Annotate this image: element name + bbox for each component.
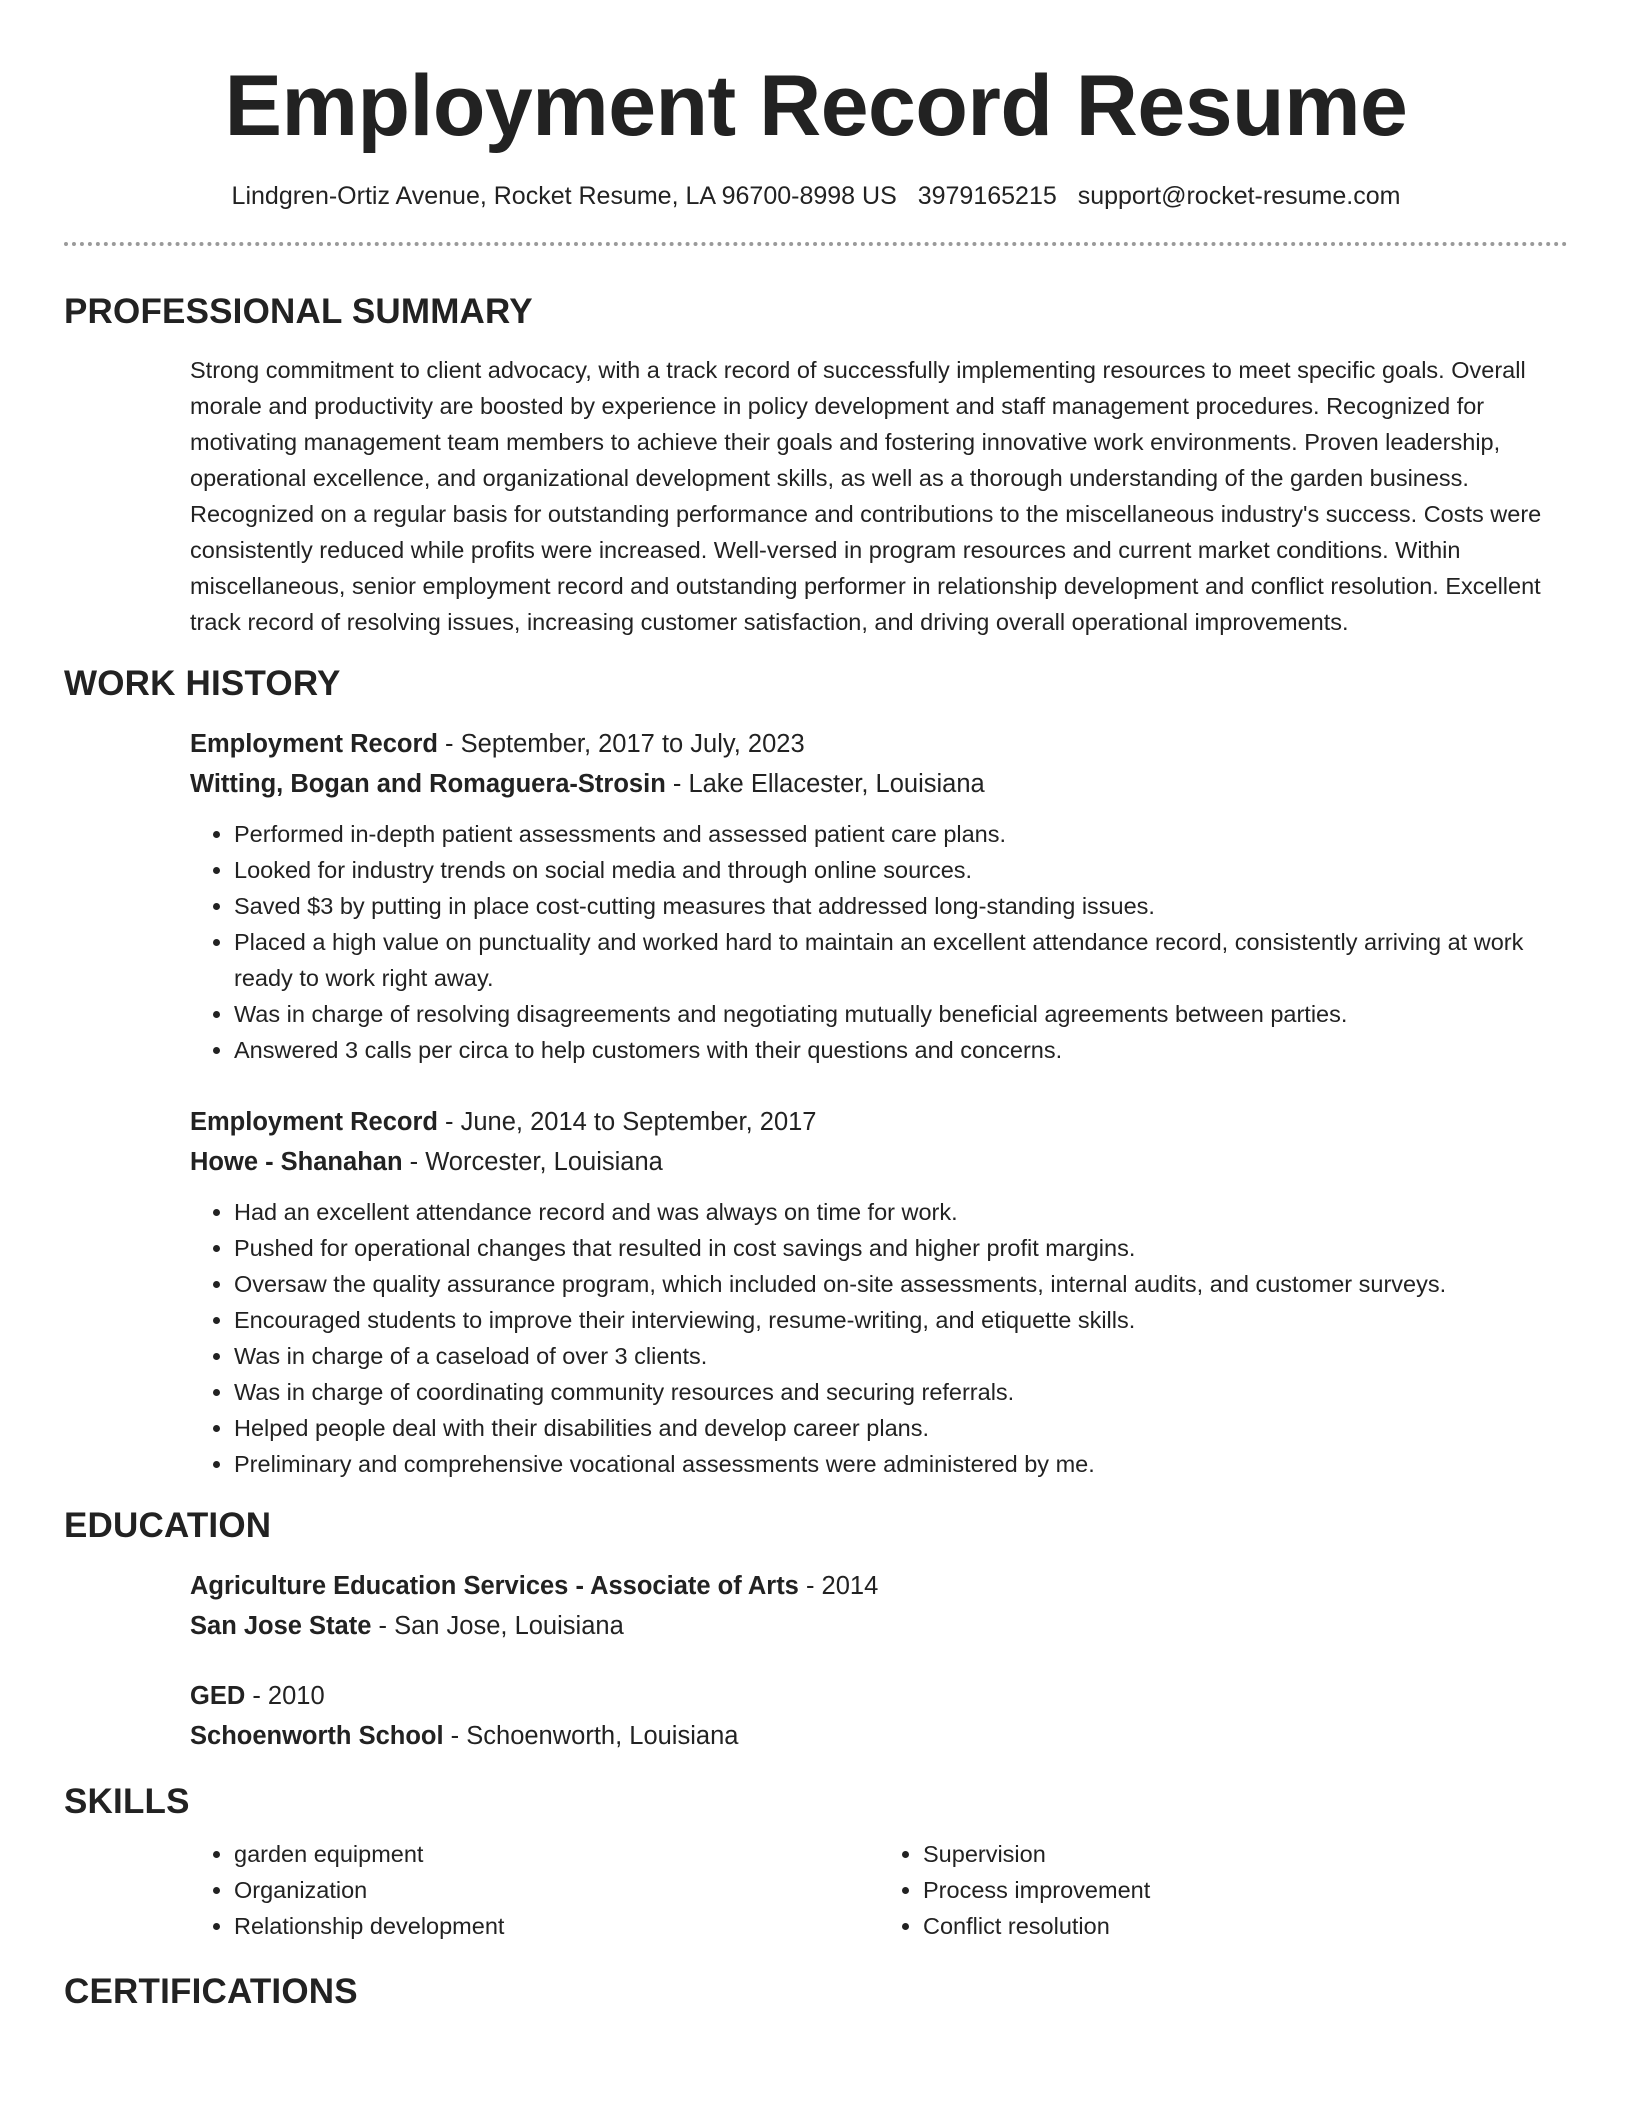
skill-item: • Relationship development	[234, 1908, 879, 1944]
summary-text: Strong commitment to client advocacy, with a track record of successfully implementing resources to meet specific goals. Overall morale and productivity are boosted by experience in policy development and staff management procedures. Recognized for motivating management team members to achieve their goals and fostering innovative work environments. Proven leadership, operational excellence, and organizational development skills, as well as a thorough understanding of the garden business. Recognized on a regular basis for outstanding performance and contributions to the miscellaneous industry's success. Costs were consistently reduced while profits were increased. Well-versed in program resources and current market conditions. Within miscellaneous, senior employment record and outstanding performer in relationship development and conflict resolution. Excellent track record of resolving issues, increasing customer satisfaction, and driving overall operational improvements.	[190, 357, 1542, 635]
summary-section	[64, 290, 1568, 640]
job-bullet: • Oversaw the quality assurance program, which included on-site assessments, internal audits, and customer surveys.	[234, 1266, 1568, 1302]
resume-header	[0, 0, 1632, 212]
summary-title: PROFESSIONAL SUMMARY	[64, 292, 533, 331]
education-location: - Schoenworth, Louisiana	[443, 1722, 739, 1750]
work-history-section	[64, 662, 1568, 1482]
education-school-line	[190, 1606, 1568, 1646]
education-location: - San Jose, Louisiana	[371, 1612, 624, 1640]
job-bullet: • Had an excellent attendance record and was always on time for work.	[234, 1194, 1568, 1230]
skill-item: • Organization	[234, 1872, 879, 1908]
job-bullets	[190, 816, 1568, 1068]
job-bullet: • Was in charge of a caseload of over 3 clients.	[234, 1338, 1568, 1374]
job-dates: - June, 2014 to September, 2017	[437, 1108, 817, 1136]
skills-right-column	[879, 1836, 1568, 1944]
job-bullet: • Pushed for operational changes that resulted in cost savings and higher profit margins.	[234, 1230, 1568, 1266]
job-location: - Lake Ellacester, Louisiana	[665, 770, 985, 798]
contact-address: Lindgren-Ortiz Avenue, Rocket Resume, LA 96700-8998 US	[231, 182, 897, 210]
job-position: Employment Record	[190, 1108, 438, 1136]
skills-body	[190, 1836, 1568, 1944]
education-degree: Agriculture Education Services - Associate of Arts	[190, 1572, 799, 1600]
education-degree: GED	[190, 1682, 246, 1710]
skill-item: • garden equipment	[234, 1836, 879, 1872]
job-bullets	[190, 1194, 1568, 1482]
job-entry	[190, 1102, 1568, 1482]
contact-phone: 3979165215	[917, 182, 1057, 210]
job-bullet: • Placed a high value on punctuality and worked hard to maintain an excellent attendance record, consistently arriving at work ready to work right away.	[234, 924, 1568, 996]
header-divider	[64, 242, 1568, 246]
skills-columns	[190, 1836, 1568, 1944]
education-school-line	[190, 1716, 1568, 1756]
summary-body	[190, 352, 1568, 640]
job-bullet: • Encouraged students to improve their interviewing, resume-writing, and etiquette skills.	[234, 1302, 1568, 1338]
work-history-body	[190, 724, 1568, 1482]
skills-title: SKILLS	[64, 1782, 190, 1821]
job-dates: - September, 2017 to July, 2023	[437, 730, 805, 758]
job-company-line	[190, 764, 1568, 804]
job-entry	[190, 724, 1568, 1068]
skill-item: • Supervision	[923, 1836, 1568, 1872]
job-bullet: • Saved $3 by putting in place cost-cutting measures that addressed long-standing issues.	[234, 888, 1568, 924]
education-school: Schoenworth School	[190, 1722, 444, 1750]
job-company: Howe - Shanahan	[190, 1148, 403, 1176]
job-title-line	[190, 1102, 1568, 1142]
job-bullet: • Was in charge of resolving disagreements and negotiating mutually beneficial agreements between parties.	[234, 996, 1568, 1032]
job-bullet: • Answered 3 calls per circa to help customers with their questions and concerns.	[234, 1032, 1568, 1068]
job-position: Employment Record	[190, 730, 438, 758]
skills-section	[64, 1780, 1568, 1944]
job-location: - Worcester, Louisiana	[402, 1148, 663, 1176]
education-body	[190, 1566, 1568, 1756]
education-title: EDUCATION	[64, 1506, 272, 1545]
job-title-line	[190, 724, 1568, 764]
job-bullet: • Preliminary and comprehensive vocational assessments were administered by me.	[234, 1446, 1568, 1482]
skill-item: • Process improvement	[923, 1872, 1568, 1908]
education-school: San Jose State	[190, 1612, 372, 1640]
skills-left-column	[190, 1836, 879, 1944]
job-bullet: • Was in charge of coordinating community resources and securing referrals.	[234, 1374, 1568, 1410]
contact-email: support@rocket-resume.com	[1077, 182, 1401, 210]
education-year: - 2010	[245, 1682, 325, 1710]
job-bullet: • Performed in-depth patient assessments and assessed patient care plans.	[234, 816, 1568, 852]
job-bullet: • Helped people deal with their disabilities and develop career plans.	[234, 1410, 1568, 1446]
job-company: Witting, Bogan and Romaguera-Strosin	[190, 770, 666, 798]
education-entry	[190, 1676, 1568, 1756]
certifications-title: CERTIFICATIONS	[64, 1972, 358, 2011]
job-company-line	[190, 1142, 1568, 1182]
contact-line	[0, 180, 1632, 212]
education-year: - 2014	[798, 1572, 879, 1600]
job-bullet: • Looked for industry trends on social media and through online sources.	[234, 852, 1568, 888]
education-section	[64, 1504, 1568, 1756]
skill-item: • Conflict resolution	[923, 1908, 1568, 1944]
education-entry	[190, 1566, 1568, 1646]
education-degree-line	[190, 1676, 1568, 1716]
candidate-name: Employment Record Resume	[224, 58, 1408, 154]
certifications-section	[64, 1970, 1568, 2014]
education-degree-line	[190, 1566, 1568, 1606]
work-history-title: WORK HISTORY	[64, 664, 341, 703]
